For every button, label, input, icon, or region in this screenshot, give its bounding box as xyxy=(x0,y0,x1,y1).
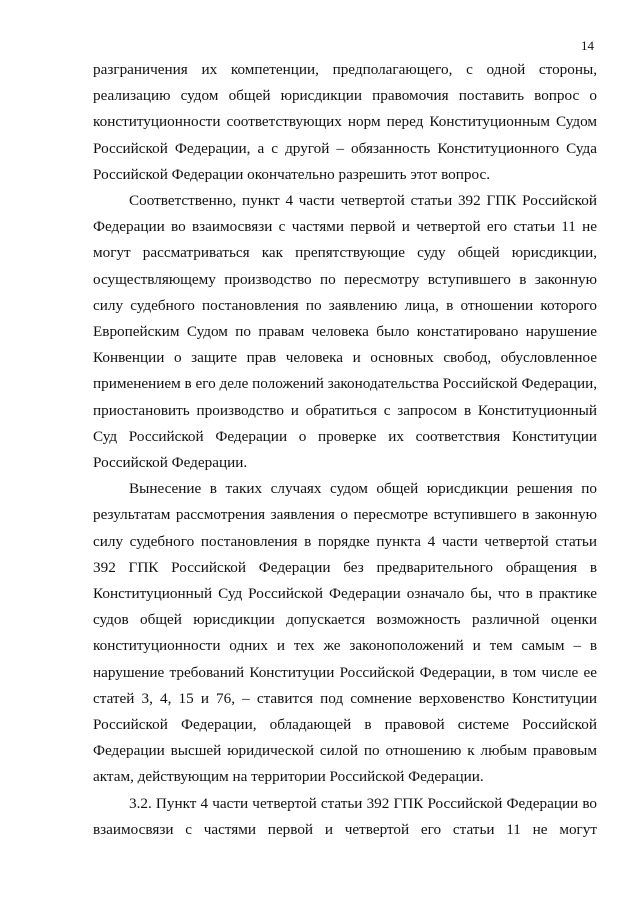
paragraph: Соответственно, пункт 4 части четвертой статьи 392 ГПК Российской Федерации во взаимосвязи с частями первой и четвертой его статьи 11 не могут рассматриваться как препятствующие суду общей юрисдикции, осуществляющему производство по пересмотру вступившего в законную силу судебного постановления по заявлению лица, в отношении которого Европейским Судом по правам человека было констатировано нарушение Конвенции о защите прав человека и основных свобод, обусловленное применением в его деле положений законодательства Российской Федерации, приостановить производство и обратиться с запросом в Конституционный Суд Российской Федерации о проверке их соответствия Конституции Российской Федерации. xyxy=(93,192,597,472)
document-body xyxy=(93,57,597,843)
paragraph-truncated: 3.2. Пункт 4 части четвертой статьи 392 ГПК Российской Федерации во взаимосвязи с частями первой и четвертой его статьи 11 не могут xyxy=(93,794,597,838)
page-number: 14 xyxy=(581,38,594,53)
paragraph-continuation: разграничения их компетенции, предполагающего, с одной стороны, реализацию судом общей юрисдикции правомочия поставить вопрос о конституционности соответствующих норм перед Конституционным Судом Российской Федерации, а с другой – обязанность Конституционного Суда Российской Федерации окончательно разрешить этот вопрос. xyxy=(93,61,597,183)
paragraph: Вынесение в таких случаях судом общей юрисдикции решения по результатам рассмотрения заявления о пересмотре вступившего в законную силу судебного постановления в порядке пункта 4 части четвертой статьи 392 ГПК Российской Федерации без предварительного обращения в Конституционный Суд Российской Федерации означало бы, что в практике судов общей юрисдикции допускается возможность различной оценки конституционности одних и тех же законоположений и тем самым – в нарушение требований Конституции Российской Федерации, в том числе ее статей 3, 4, 15 и 76, – ставится под сомнение верховенство Конституции Российской Федерации, обладающей в правовой системе Российской Федерации высшей юридической силой по отношению к любым правовым актам, действующим на территории Российской Федерации. xyxy=(93,480,597,786)
